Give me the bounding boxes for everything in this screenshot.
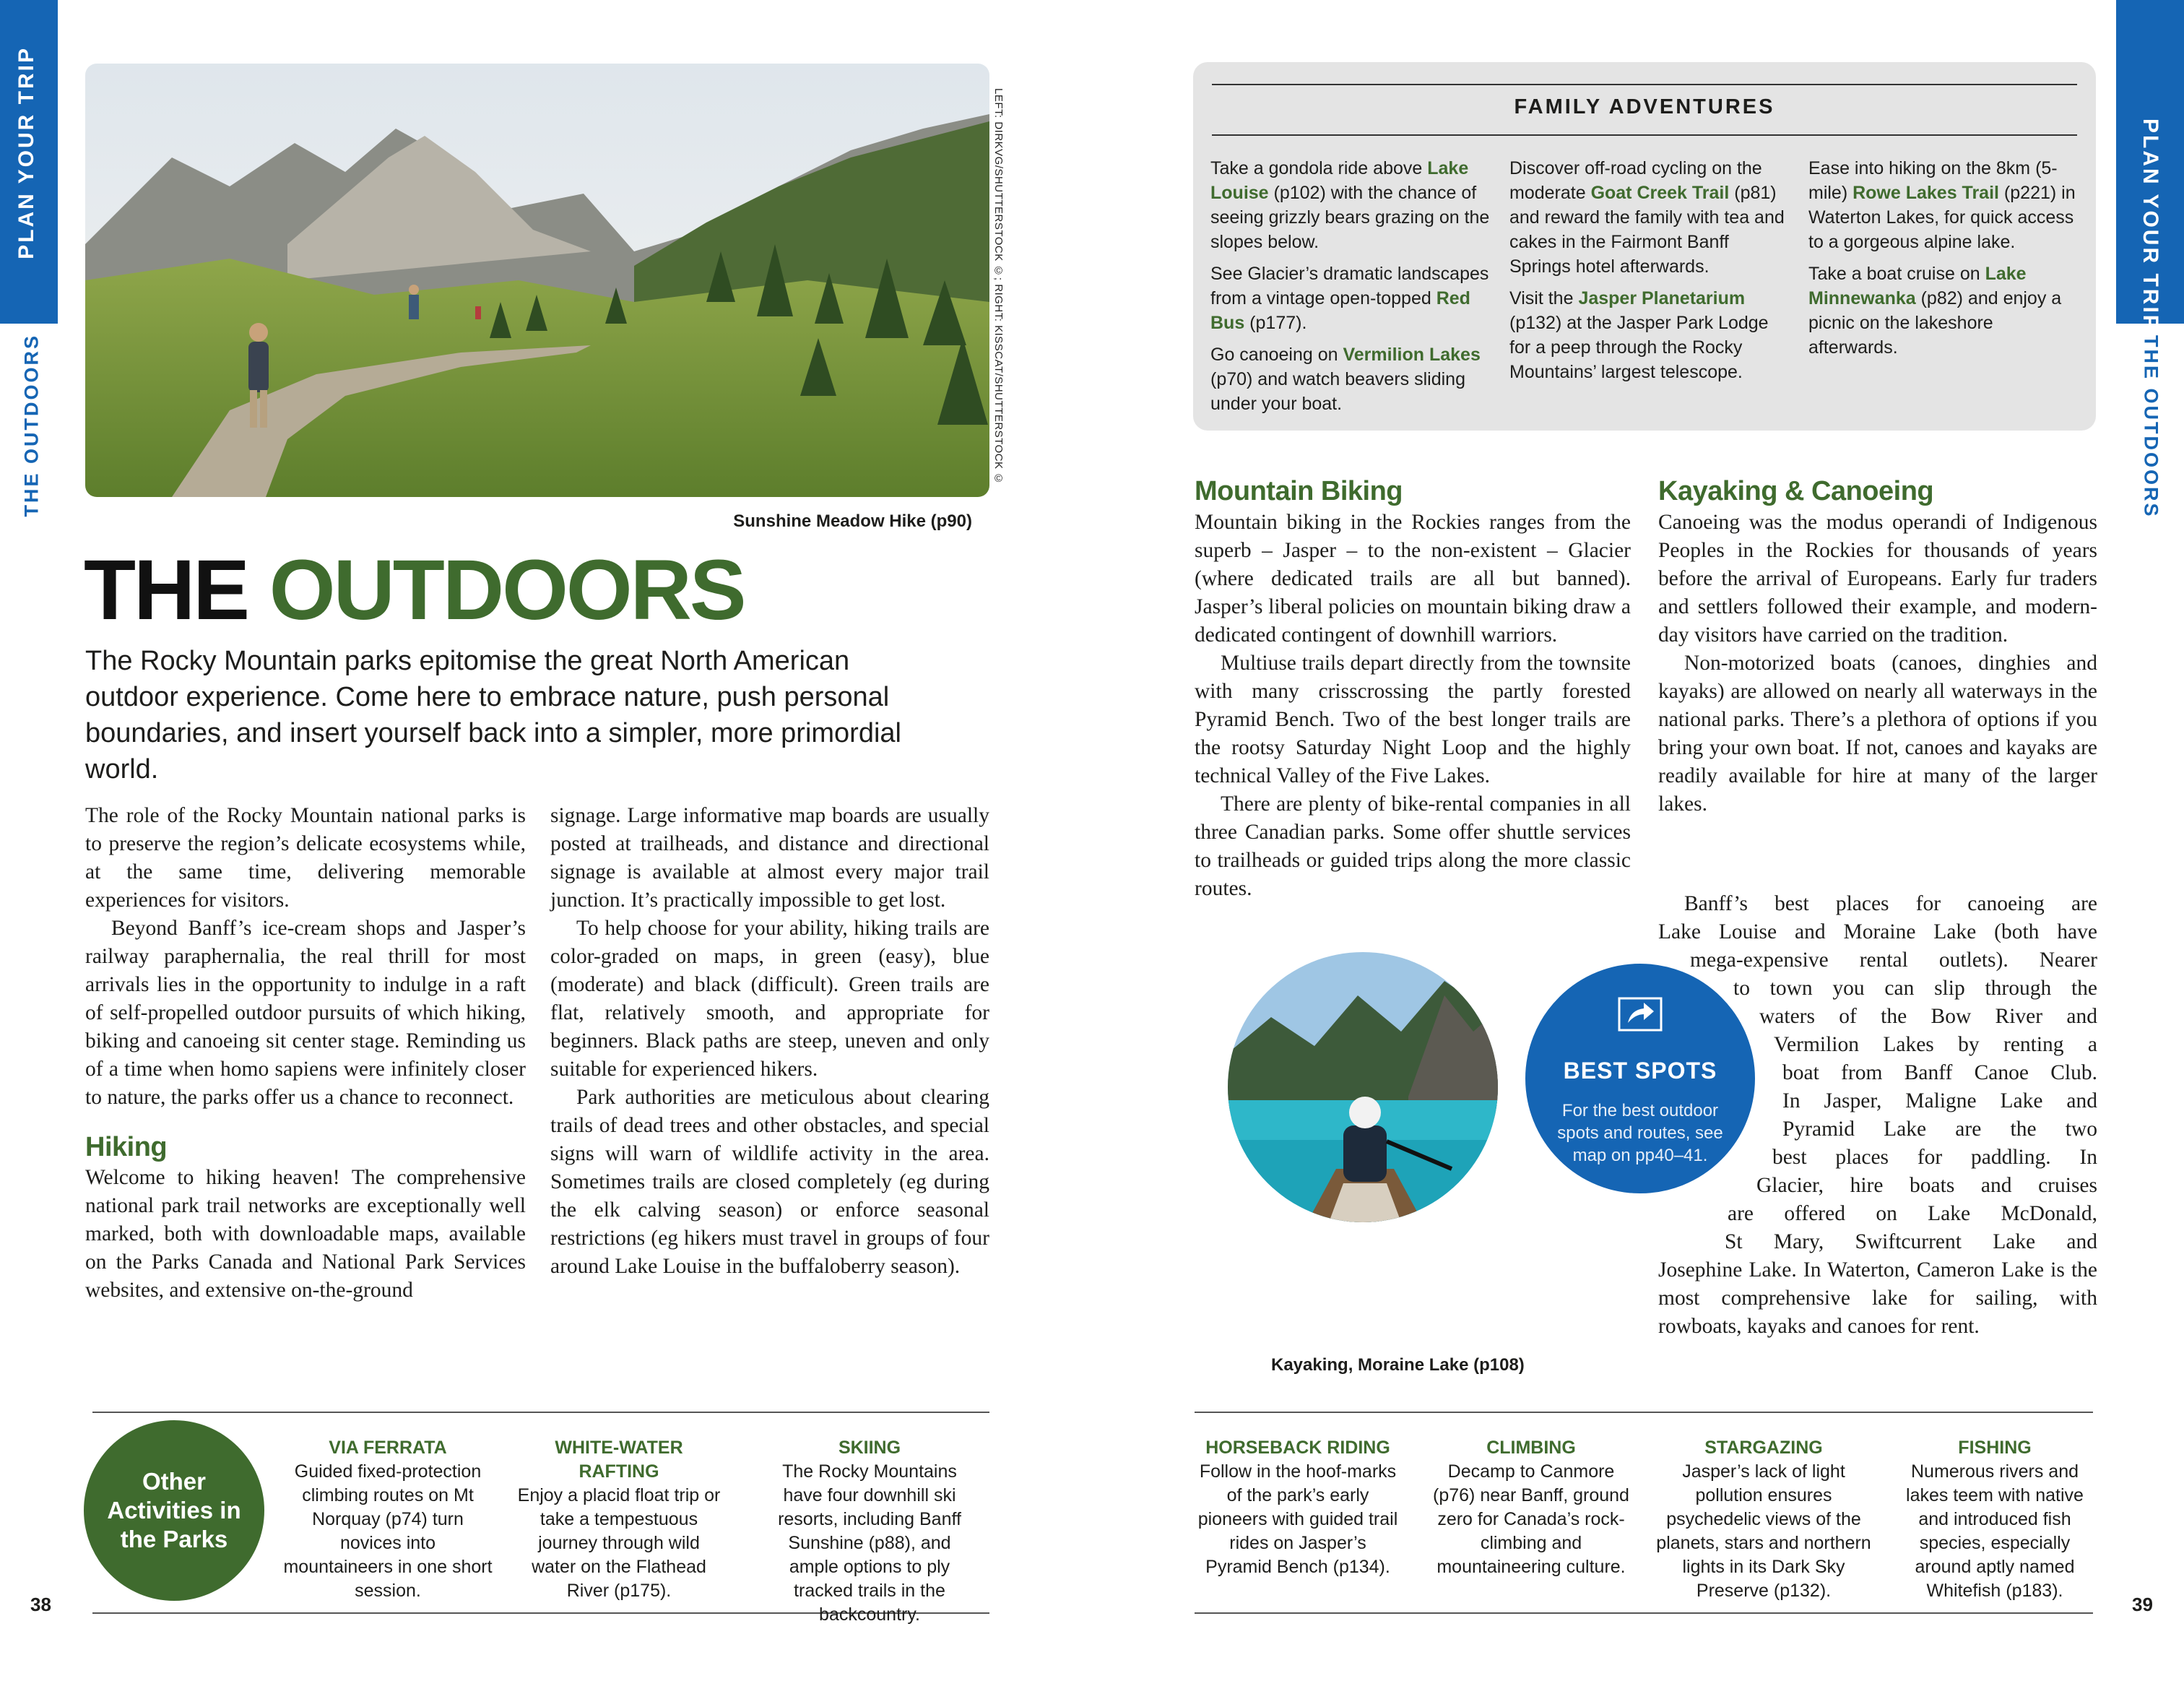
family-adventures-box: [1193, 62, 2096, 431]
activity-text: Guided fixed-protection climbing routes on Mt Norquay (p74) turn novices into mountaineers in one short session.: [283, 1461, 493, 1601]
activity-title: HORSEBACK RIDING: [1205, 1438, 1390, 1458]
wrap-line: are offered on Lake McDonald,: [1728, 1202, 2097, 1225]
activity-text: Numerous rivers and lakes teem with native and introduced fish species, especially around aptly named Whitefish (p183).: [1906, 1461, 2084, 1601]
body-paragraph: The role of the Rocky Mountain national parks is to preserve the region’s delicate ecosystems while, at the same time, delivering memorable experiences for visitors.: [85, 804, 526, 912]
wrap-line: St Mary, Swiftcurrent Lake and: [1725, 1230, 2097, 1253]
activity-white-water-rafting: [514, 1436, 724, 1603]
activity-via-ferrata: [283, 1436, 493, 1603]
page-title: [84, 543, 745, 637]
family-box-title-rule: [1212, 134, 2077, 136]
wrap-line: Vermilion Lakes by renting a: [1774, 1033, 2097, 1056]
wrap-line: Pyramid Lake are the two: [1782, 1118, 2097, 1141]
wrap-line: Lake Louise and Moraine Lake (both have: [1658, 920, 2097, 943]
activity-horseback-riding: [1193, 1436, 1403, 1579]
activity-title: CLIMBING: [1486, 1438, 1576, 1458]
page-number-left: 38: [30, 1594, 51, 1615]
activity-title: STARGAZING: [1704, 1438, 1823, 1458]
mountain-biking-column: [1195, 474, 1631, 903]
activity-stargazing: [1655, 1436, 1872, 1603]
right-activities-bottom-rule: [1195, 1612, 2093, 1614]
hiking-heading: Hiking: [85, 1132, 168, 1162]
activity-text: The Rocky Mountains have four downhill ski resorts, including Banff Sunshine (p88), and ample options to ply tracked trails in the backcountry.: [778, 1461, 961, 1625]
family-highlight: Red Bus: [1210, 288, 1470, 333]
activity-title: SKIING: [838, 1438, 901, 1458]
kayaking-canoeing-column: [1658, 474, 2097, 818]
right-side-tab: [2116, 0, 2184, 332]
body-paragraph: Beyond Banff’s ice-cream shops and Jasper’s railway paraphernalia, the real thrill for most arrivals lies in the opportunity to indulge in a raft of self-propelled outdoor pursuits of which hiking, biking and canoeing sit center stage. Reminding us of a time when homo sapiens were infinitely closer to nature, the parks offer us a chance to reconnect.: [85, 917, 526, 1109]
family-box-top-rule: [1212, 84, 2077, 85]
left-body-column-1: [85, 802, 526, 1305]
family-item: Discover off-road cycling on the moderate Goat Creek Trail (p81) and reward the family with tea and cakes in the Fairmont Banff Springs hotel afterwards.: [1509, 158, 1785, 277]
body-paragraph: Non-motorized boats (canoes, dinghies and kayaks) are allowed on nearly all waterways in the national parks. There’s a plethora of options if you bring your own boat. If not, canoes and kayaks are readily available for hire at many of the larger lakes.: [1658, 652, 2097, 816]
kayak-photo-moraine-lake: [1228, 952, 1498, 1222]
wrap-line: to town you can slip through the: [1733, 977, 2097, 1000]
family-item: Go canoeing on Vermilion Lakes (p70) and watch beavers sliding under your boat.: [1210, 345, 1481, 414]
family-item: Visit the Jasper Planetarium (p132) at the Jasper Park Lodge for a peep through the Rocky Mountains’ largest telescope.: [1509, 288, 1769, 382]
family-highlight: Lake Minnewanka: [1808, 264, 2027, 308]
family-highlight: Vermilion Lakes: [1343, 345, 1481, 365]
other-activities-label: Other Activities in the Parks: [107, 1468, 241, 1552]
activity-climbing: [1427, 1436, 1635, 1579]
kayak-photo-illustration: [1228, 952, 1498, 1222]
family-column-1: [1210, 156, 1491, 423]
body-paragraph: To help choose for your ability, hiking trails are color-graded on maps, in green (easy), blue (moderate) and black (difficult). Green trails are flat, relatively smooth, and appropriate for beginners. Black paths are steep, uneven and only suitable for experienced hikers.: [550, 917, 989, 1081]
family-item: Take a gondola ride above Lake Louise (p102) with the chance of seeing grizzly bears grazing on the slopes below.: [1210, 158, 1490, 252]
wrap-line: In Jasper, Maligne Lake and: [1782, 1089, 2097, 1112]
family-item: Take a boat cruise on Lake Minnewanka (p82) and enjoy a picnic on the lakeshore afterwards.: [1808, 264, 2062, 358]
family-column-2: [1509, 156, 1787, 392]
wrap-line: boat from Banff Canoe Club.: [1782, 1061, 2097, 1084]
family-highlight: Goat Creek Trail: [1590, 183, 1730, 203]
activity-text: Follow in the hoof-marks of the park’s early pioneers with guided trail rides on Jasper’s Pyramid Bench (p134).: [1197, 1461, 1398, 1577]
activity-title: WHITE-WATER RAFTING: [555, 1438, 683, 1482]
hero-photo-illustration: [85, 64, 989, 497]
family-adventures-title: FAMILY ADVENTURES: [1514, 95, 1775, 118]
activity-skiing: [754, 1436, 985, 1627]
wrap-line: waters of the Bow River and: [1759, 1005, 2097, 1028]
family-item: See Glacier’s dramatic landscapes from a vintage open-topped Red Bus (p177).: [1210, 264, 1489, 333]
wrap-line: Josephine Lake. In Waterton, Cameron Lake is the most comprehensive lake for sailing, with rowboats, kayaks and canoes for rent.: [1658, 1258, 2097, 1338]
title-word-outdoors: OUTDOORS: [269, 543, 745, 638]
family-highlight: Rowe Lakes Trail: [1852, 183, 1999, 203]
right-activities-top-rule: [1195, 1412, 2093, 1413]
activity-title: VIA FERRATA: [329, 1438, 447, 1458]
intro-paragraph: The Rocky Mountain parks epitomise the great North American outdoor experience. Come here to embrace nature, push personal boundaries, and insert yourself back into a simpler, more primordial world.: [85, 646, 901, 785]
activity-fishing: [1894, 1436, 2096, 1603]
right-tab-section-label: PLAN YOUR TRIP: [2138, 118, 2162, 332]
left-tab-sub-label: THE OUTDOORS: [20, 334, 43, 517]
activity-title: FISHING: [1958, 1438, 2032, 1458]
left-body-column-2: [550, 802, 989, 1281]
wrap-line: Banff’s best places for canoeing are: [1684, 892, 2097, 915]
right-tab-sub-label: THE OUTDOORS: [2140, 335, 2162, 519]
title-word-the: THE: [84, 543, 248, 638]
best-spots-title: BEST SPOTS: [1563, 1058, 1717, 1084]
family-highlight: Jasper Planetarium: [1578, 288, 1746, 308]
page-number-right: 39: [2132, 1594, 2153, 1615]
activity-text: Decamp to Canmore (p76) near Banff, ground zero for Canada’s rock-climbing and mountaineering culture.: [1433, 1461, 1629, 1577]
other-activities-badge: [84, 1420, 264, 1601]
left-activities-top-rule: [92, 1412, 989, 1413]
body-paragraph: Canoeing was the modus operandi of Indigenous Peoples in the Rockies for thousands of years before the arrival of Europeans. Early fur traders and settlers followed their example, and modern-day visitors have carried on the tradition.: [1658, 511, 2097, 647]
family-item: Ease into hiking on the 8km (5-mile) Rowe Lakes Trail (p221) in Waterton Lakes, for quick access to a gorgeous alpine lake.: [1808, 158, 2076, 252]
activity-text: Enjoy a placid float trip or take a tempestuous journey through wild water on the Flathead River (p175).: [517, 1485, 721, 1601]
kayaking-canoeing-heading: Kayaking & Canoeing: [1658, 476, 1934, 506]
body-paragraph: Multiuse trails depart directly from the townsite with many crisscrossing the partly forested Pyramid Bench. Two of the best longer trails are the rootsy Saturday Night Loop and the highly technical Valley of the Five Lakes.: [1195, 652, 1631, 787]
left-tab-section-label: PLAN YOUR TRIP: [14, 46, 38, 259]
best-spots-text: For the best outdoor spots and routes, see map on pp40–41.: [1557, 1101, 1723, 1165]
kayak-photo-caption: Kayaking, Moraine Lake (p108): [1271, 1355, 1525, 1375]
family-column-3: [1808, 156, 2076, 367]
mountain-biking-heading: Mountain Biking: [1195, 476, 1403, 506]
wrap-line: mega-expensive rental outlets). Nearer: [1690, 948, 2097, 972]
body-paragraph: Welcome to hiking heaven! The comprehensive national park trail networks are exceptionally well marked, both with downloadable maps, available on the Parks Canada and National Park Services websites, and extensive on-the-ground: [85, 1166, 526, 1302]
body-paragraph: signage. Large informative map boards are usually posted at trailheads, and distance and directional signage is available at almost every major trail junction. It’s practically impossible to get lost.: [550, 804, 989, 912]
best-spots-badge[interactable]: [1520, 958, 1761, 1199]
wrap-line: best places for paddling. In: [1772, 1146, 2097, 1169]
activity-text: Jasper’s lack of light pollution ensures psychedelic views of the planets, stars and northern lights in its Dark Sky Preserve (p132).: [1656, 1461, 1871, 1601]
hero-photo-sunshine-meadow: [85, 64, 989, 497]
family-highlight: Lake Louise: [1210, 158, 1469, 203]
body-paragraph: There are plenty of bike-rental companies in all three Canadian parks. Some offer shuttle services to trailheads or guided trips along the more classic routes.: [1195, 792, 1631, 900]
hero-photo-caption: Sunshine Meadow Hike (p90): [733, 511, 972, 531]
photo-credit: LEFT: DIRKVG/SHUTTERSTOCK ©; RIGHT: KISSCAT/SHUTTERSTOCK ©: [992, 88, 1005, 485]
left-side-tab: [0, 0, 58, 324]
map-arrow-icon: [1615, 994, 1665, 1034]
body-paragraph: Mountain biking in the Rockies ranges from the superb – Jasper – to the non-existent – Glacier (where dedicated trails are all but banned). Jasper’s liberal policies on mountain biking draw a dedicated contingent of downhill warriors.: [1195, 511, 1631, 647]
wrap-line: Glacier, hire boats and cruises: [1756, 1174, 2097, 1197]
body-paragraph: Park authorities are meticulous about clearing trails of dead trees and other obstacles, and special signs will warn of wildlife activity in the area. Sometimes trails are closed completely (eg during the elk calving season) or enforce seasonal restrictions (eg hikers must travel in groups of four around Lake Louise in the buffaloberry season).: [550, 1086, 989, 1278]
